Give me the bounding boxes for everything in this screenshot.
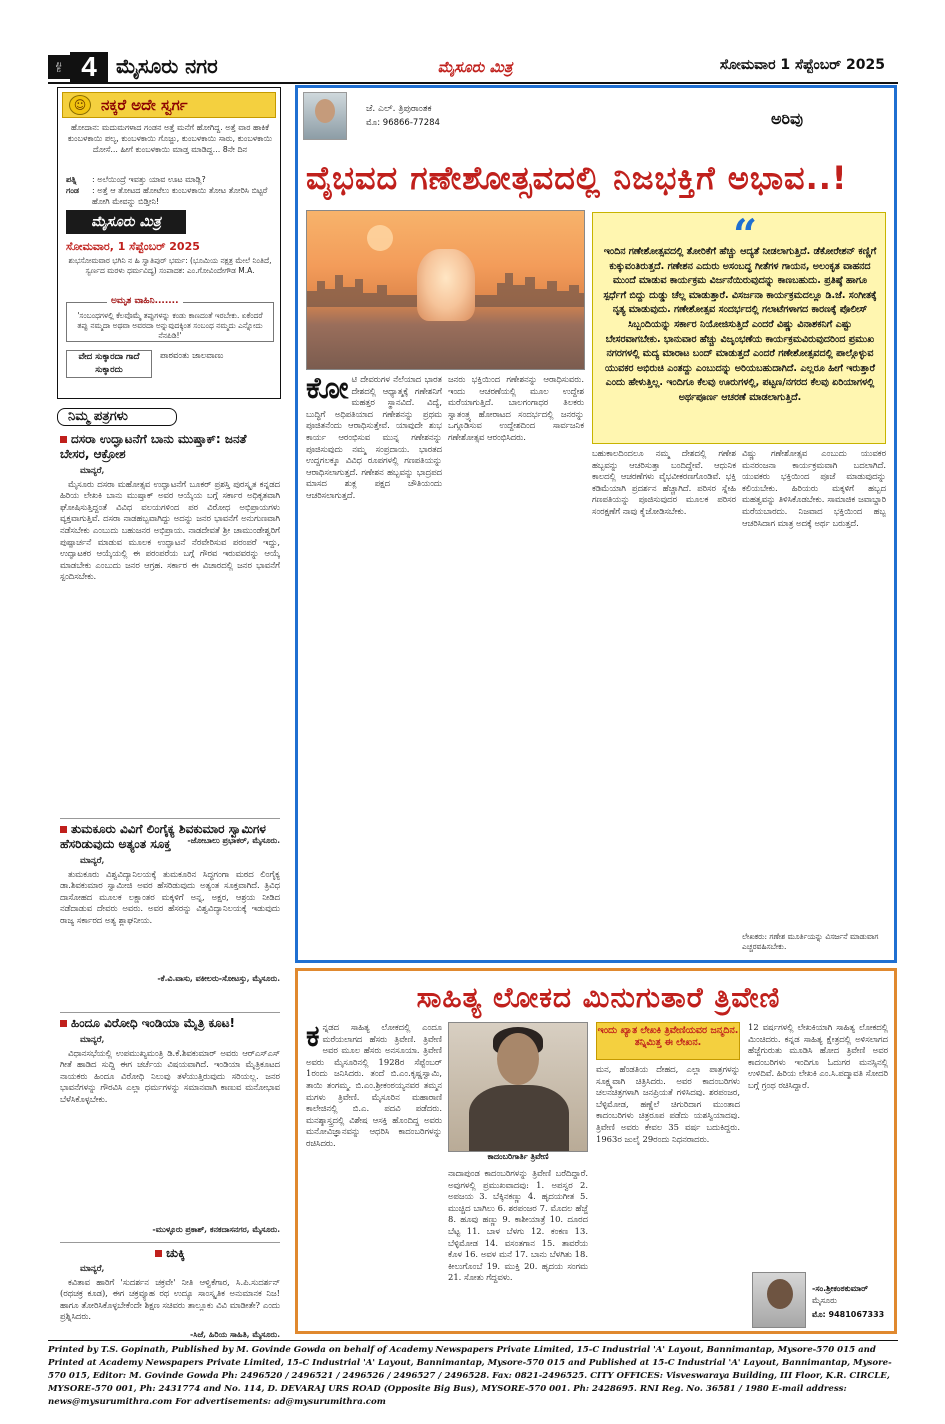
photo-face — [497, 1033, 539, 1085]
dialogue-line — [66, 185, 274, 207]
paper-date: ಸೋಮವಾರ, 1 ಸೆಪ್ಟೆಂಬರ್ 2025 — [66, 240, 200, 253]
letter-2 — [60, 822, 280, 984]
imprint-footer: Printed by T.S. Gopinath, Published by M. Govinde Gowda on behalf of Academy Newspapers Private Limited, 15-C Industrial 'A' Layout, Bannimantap, Mysore-570 015 and Printed at Academy Newspapers Private Limited, 15-C Industrial 'A' Layout, Bannimantap, Mysore-570 015 and Published at 15-C Industrial 'A' Layout, Bannimantap, Mysore-570 015, Editor: M. Govinde Gowda Ph: 2496520 / 2496521 / 2496526 / 2496527 / 2496528. Fax: 0821-2496525. CITY OFFICES: Visveswaraya Building, III Floor, K.R. CIRCLE, MYSORE-570 001, Ph: 2431774 and No. 114, D. DEVARAJ URS ROAD (Opposite Big Bus), MYSORE-570 001. Ph: 2428695. RNI Reg. No. 36581 / 1980 E-mail address: news@mysurumithra.com For advertisements: ad@mysurumithra.com — [48, 1340, 898, 1408]
letter-body: ಮಾನ್ಯರೆ, ಮೈಸೂರು ದಸರಾ ಮಹೋತ್ಸವ ಉದ್ಘಾಟನೆಗೆ ಬೂಕರ್ ಪ್ರಶಸ್ತಿ ಪುರಸ್ಕೃತ ಕನ್ನಡದ ಹಿರಿಯ ಲೇಖಕಿ ಬಾನು ಮುಷ್ತಾಕ್ ಅವರ ಆಯ್ಕೆಯ ಬಗ್ಗೆ ಸರ್ಕಾರ ಅಧಿಕೃತವಾಗಿ ಘೋಷಿಸುತ್ತಿದ್ದಂತೆ ವಿವಿಧ ವಲಯಗಳಿಂದ ಪರ ವಿರೋಧ ಅಭಿಪ್ರಾಯಗಳು ವ್ಯಕ್ತವಾಗುತ್ತಿವೆ. ದಸರಾ ನಾಡಹಬ್ಬವಾಗಿದ್ದು ಅದನ್ನು ಜನರ ಭಾವನೆಗೆ ಅನುಗುಣವಾಗಿ ನಡೆಸಬೇಕು ಎಂಬುದು ಬಹುಜನರ ಅಭಿಪ್ರಾಯ. ನಾಡದೇವತೆ ಶ್ರೀ ಚಾಮುಂಡೇಶ್ವರಿಗೆ ಪುಷ್ಪಾರ್ಚನೆ ಮಾಡುವ ಮೂಲಕ ಉದ್ಘಾಟನೆ ನೆರವೇರಿಸುವ ಪರಂಪರೆ ಇದ್ದು, ಉದ್ಘಾಟಕರ ಆಯ್ಕೆಯಲ್ಲಿ ಈ ಪರಂಪರೆಯ ಬಗ್ಗೆ ಗೌರವ ಇರುವವರನ್ನು ಆಯ್ಕೆ ಮಾಡಬೇಕು ಎಂಬುದು ಜನರ ಆಗ್ರಹ. ಸರ್ಕಾರ ಈ ವಿಚಾರದಲ್ಲಿ ಜನರ ಭಾವನೆಗೆ ಸ್ಪಂದಿಸಬೇಕು. — [60, 465, 280, 582]
bullet-icon — [60, 1020, 67, 1027]
letter-signature: -ಜೋಬಾಲು ಪ್ರಭಾಕರ್, ಮೈಸೂರು. — [187, 835, 280, 845]
smiley-icon: ☺ — [69, 95, 91, 115]
line-text: : ಅತ್ತೆ ಆ ತೋಟದ ಹೋಟೆಲು ಕುಂಬಳಕಾಯಿ ತೋಟ ತೋರಿಸಿ ಬಿಟ್ಟರೆ ಹೋಗಿ ಮೇವನ್ನು ಬಿಡ್ತೀನಿ! — [92, 186, 268, 206]
section-name: ಮೈಸೂರು ನಗರ — [116, 54, 218, 78]
letter-title: ತುಮಕೂರು ವಿವಿಗೆ ಲಿಂಗೈಕ್ಯ ಶಿವಕುಮಾರ ಸ್ವಾಮಿಗಳ ಹೆಸರಿಡುವುದು ಅತ್ಯಂತ ಸೂಕ್ತ — [60, 822, 266, 851]
feature2-column-3 — [596, 1064, 740, 1328]
pull-quote-box — [592, 212, 886, 444]
letter-body: ಮಾನ್ಯರೆ, ವಿಧಾನಸಭೆಯಲ್ಲಿ ಉಪಮುಖ್ಯಮಂತ್ರಿ ಡಿ.ಕೆ.ಶಿವಕುಮಾರ್ ಅವರು ಆರ್‌ಎಸ್‌ಎಸ್ ಗೀತೆ ಹಾಡಿದ ಸುದ್ದಿ ಈಗ ಚರ್ಚೆಯ ವಿಷಯವಾಗಿದೆ. ಇಂಡಿಯಾ ಮೈತ್ರಿಕೂಟದ ನಾಯಕರು ಹಿಂದೂ ವಿರೋಧಿ ನಿಲುವು ತಳೆಯುತ್ತಿರುವುದು ಸರಿಯಲ್ಲ. ಜನರ ಭಾವನೆಗಳನ್ನು ಗೌರವಿಸಿ ಎಲ್ಲಾ ಧರ್ಮಗಳನ್ನು ಸಮಾನವಾಗಿ ಕಾಣುವ ಮನೋಭಾವ ಬೆಳೆಸಿಕೊಳ್ಳಬೇಕು. — [60, 1034, 280, 1104]
amruta-text: 'ಸಂಬಂಧಗಳಲ್ಲಿ ಕೆಲವೊಮ್ಮೆ ತಪ್ಪುಗಳನ್ನು ಕಂಡು ಕಾಣದಂತೆ ಇರಬೇಕು. ಏಕೆಂದರೆ ತಪ್ಪು ನಮ್ಮದಾ ಅಥವಾ ಅವರದಾ ಅನ್ನುವುದಕ್ಕಿಂತ ಸಂಬಂಧ ನಮ್ಮದು ಎನ್ನೋದು ನೆನಪಿಡಿ!' — [77, 311, 263, 340]
divider — [60, 818, 280, 819]
feature-column-2 — [448, 374, 584, 956]
feature-headline: ವೈಭವದ ಗಣೇಶೋತ್ಸವದಲ್ಲಿ ನಿಜಭಕ್ತಿಗೆ ಅಭಾವ..! — [306, 159, 848, 197]
letter-3 — [60, 1016, 280, 1235]
column-text: ವಿಷ್ಣು ಗಣೇಶೋತ್ಸವ ಎಂಬುದು ಯುವಕರ ಮನರಂಜನಾ ಕಾರ್ಯಕ್ರಮವಾಗಿ ಬದಲಾಗಿದೆ. ಯುವಕರು ಭಕ್ತಿಯಿಂದ ಪೂಜೆ ಮಾಡುವುದನ್ನು ಕಲಿಯಬೇಕು. ಹಿರಿಯರು ಮಕ್ಕಳಿಗೆ ಹಬ್ಬದ ಮಹತ್ವವನ್ನು ತಿಳಿಸಿಕೊಡಬೇಕು. ಸಾಮಾಜಿಕ ಜವಾಬ್ದಾರಿ ಮರೆಯಬಾರದು. ನಿಜವಾದ ಭಕ್ತಿಯಿಂದ ಹಬ್ಬ ಆಚರಿಸಿದಾಗ ಮಾತ್ರ ಅದಕ್ಕೆ ಅರ್ಥ ಬರುತ್ತದೆ. — [742, 448, 886, 528]
letter-body: ಮಾನ್ಯರೆ, ಕವಿತಾವ ಹಾರಿಗೆ 'ಸುದರ್ಶನ ಚಕ್ರವೇ' ನೀತಿ ಆಳ್ವಿಕೆಗಾರ, ಸಿ.ಪಿ.ಸುದರ್ಶನ್ (ರಥಚಕ್ರ ಕೂಡ), ಈಗ ಚಕ್ರವ್ಯೂಹ ರಥ ಉದ್ಯೂ ಸಾಂಸ್ಕೃತಿಕ ಅನುಮಾನಕ ನಿಜ! ಹಾಗೂ ತೋರಿಸಿಕೊಳ್ಳಬೇಕೆಂದೇ ಶಿಕ್ಷಣ ಸಚಿವರು ತಾಲ್ಲೂಕು ವಿವಿ ಮಾಡೀತೇ? ಎಂದು ಪ್ರಶ್ನಿಸಿದರು. — [60, 1263, 280, 1322]
birthday-note: ಇಂದು ಖ್ಯಾತ ಲೇಖಕಿ ತ್ರಿವೇಣಿಯವರ ಜನ್ಮದಿನ. ತನ್ನಿಮಿತ್ತ ಈ ಲೇಖನ. — [596, 1022, 740, 1060]
sun-glow — [367, 225, 393, 251]
letter-1 — [60, 432, 280, 846]
vedha-box — [66, 350, 274, 380]
feature-column-4 — [742, 448, 886, 928]
joke-text: ಹೋದಾನ: ಮದುಮಗಳಾದ ಗಂಡನ ಅತ್ತೆ ಮನೆಗೆ ಹೋಗಿದ್ದ. ಅತ್ತೆ ವಾರ ಹಾಕಿಕೆ ಕುಂಬಳಕಾಯಿ ಪಲ್ಯ, ಕುಂಬಳಕಾಯಿ ಗೊಜ್ಜು, ಕುಂಬಳಕಾಯಿ ಸಾರು, ಕುಂಬಳಕಾಯಿ ದೋಸೆ... ಹೀಗೆ ಕುಂಬಳಕಾಯಿ ಮಾಡ್ತ ಮಾಡಿದ್ದ... 8ನೇ ದಿನ — [67, 123, 273, 154]
panchanga-meta: ಶುಭಸೋಮವಾರ ಭಗಿನಿ ನ ಹಿ ಸ್ವಾತಿಪುರ್‌ ಭರ್ಮ: (ಭೂಮಿಯ ನಕ್ಷತ್ರ ಮೇಲೆ ನಿಂತಿದೆ, ಸ್ವರ್ಣದ ಮರಳು ಧರ್ಮವಿದ್ಯ) ಸಂಪಾದಕ: ಎಂ.ಗೋವಿಂದೇಗೌಡ M.A. — [68, 256, 272, 275]
paper-logo: ಮೈಸೂರು ಮಿತ್ರ — [66, 210, 186, 234]
joke-box-header — [62, 92, 276, 118]
speaker: ಪತ್ನಿ — [66, 175, 77, 184]
author2-city: ಮೈಸೂರು — [812, 1296, 837, 1305]
author2-photo — [752, 1272, 806, 1328]
author-photo — [303, 92, 347, 140]
author2-phone: ಮೊ: 9481067333 — [812, 1310, 885, 1319]
letter-title: ಚುಕ್ಕಿ — [60, 1246, 280, 1261]
bullet-icon — [155, 1250, 162, 1257]
masthead-date: ಸೋಮವಾರ 1 ಸೆಪ್ಟೆಂಬರ್ 2025 — [719, 57, 885, 73]
joke-dialogue — [66, 174, 274, 207]
line-text: : ಅಲೆಯಿಂದ್ರೆ ಇವತ್ತು ಯಾವ ಊಟ ಮಾಡ್ಲಿ? — [92, 175, 206, 184]
column-text: 12 ವರ್ಷಗಳಲ್ಲಿ ಲೇಖಕಿಯಾಗಿ ಸಾಹಿತ್ಯ ಲೋಕದಲ್ಲಿ ಮಿಂಚಿದರು. ಕನ್ನಡ ಸಾಹಿತ್ಯ ಕ್ಷೇತ್ರದಲ್ಲಿ ಅಳಿಸಲಾಗದ ಹೆಜ್ಜೆಗುರುತು ಮೂಡಿಸಿ ಹೋದ ತ್ರಿವೇಣಿ ಅವರ ಕಾದಂಬರಿಗಳು ಇಂದಿಗೂ ಓದುಗರ ಮನಸ್ಸಿನಲ್ಲಿ ಉಳಿದಿವೆ. ಹಿರಿಯ ಲೇಖಕಿ ಎಂ.ಸಿ.ಪದ್ಮಾವತಿ ಸೋದರಿ ಬಗ್ಗೆ ಗ್ರಂಥ ರಚಿಸಿದ್ದಾರೆ. — [748, 1022, 888, 1090]
page-label: ಪುಟ — [48, 55, 70, 79]
author2-name: -ಸಂ.ಶ್ರೀಕಂಠಕುಮಾರ್ — [812, 1284, 868, 1293]
bullet-icon — [60, 436, 67, 443]
feature-column-1 — [306, 374, 442, 956]
column-text: ನಾದಾಪುಂಡ ಕಾದಂಬರಿಗಳನ್ನು ತ್ರಿವೇಣಿ ಬರೆದಿದ್ದಾರೆ. ಅವುಗಳಲ್ಲಿ ಪ್ರಮುಖವಾದವು: 1. ಅಪಸ್ವರ 2. ಅಪಜಯ 3. ಬೆಕ್ಕಿನಕಣ್ಣು 4. ಹೃದಯಗೀತ 5. ಮುಚ್ಚಿದ ಬಾಗಿಲು 6. ಶರಪಂಜರ 7. ಮೊದಲ ಹೆಜ್ಜೆ 8. ಹೂವು ಹಣ್ಣು 9. ಕಾಶೀಯಾತ್ರೆ 10. ದೂರದ ಬೆಟ್ಟ 11. ಬಾಳ ಬೆಳಗು 12. ಕಂಕಣ 13. ಬೆಳ್ಳಿಮೋಡ 14. ವಸಂತಗಾನ 15. ತಾವರೆಯ ಕೊಳ 16. ಅವಳ ಮನೆ 17. ಬಾನು ಬೆಳಗಿತು 18. ಕೀಲುಗೊಂಬೆ 19. ಮುಕ್ತಿ 20. ಹೃದಯ ಸಂಗಮ 21. ಸೋತು ಗೆದ್ದವಳು. — [448, 1168, 588, 1283]
feature2-column-2 — [448, 1168, 588, 1328]
letter-4 — [60, 1246, 280, 1340]
ganesha-idol — [417, 249, 475, 321]
amruta-title: ಅಮೃತ ವಾಹಿನಿ....... — [107, 296, 183, 306]
speaker: ಗಂಡ — [66, 186, 79, 195]
letter-title: ಹಿಂದೂ ವಿರೋಧಿ ಇಂಡಿಯಾ ಮೈತ್ರಿ ಕೂಟ! — [60, 1016, 280, 1031]
column-text: ಜನರು ಭಕ್ತಿಯಿಂದ ಗಣೇಶನನ್ನು ಆರಾಧಿಸುವರು. ಇಂದು ಆಚರಣೆಯಲ್ಲಿ ಮೂಲ ಉದ್ದೇಶ ಮರೆಯಾಗುತ್ತಿದೆ. ಬಾಲಗಂಗಾಧರ ತಿಲಕರು ಸ್ವಾತಂತ್ರ್ಯ ಹೋರಾಟದ ಸಂದರ್ಭದಲ್ಲಿ ಜನರನ್ನು ಒಗ್ಗೂಡಿಸುವ ಉದ್ದೇಶದಿಂದ ಸಾರ್ವಜನಿಕ ಗಣೇಶೋತ್ಸವ ಆರಂಭಿಸಿದರು. — [448, 374, 584, 442]
column-text: ಮನ, ಹೆಂಡತಿಯ ದೇಹದ, ಎಲ್ಲಾ ಪಾತ್ರಗಳನ್ನು ಸೂಕ್ಷ್ಮವಾಗಿ ಚಿತ್ರಿಸಿದರು. ಅವರ ಕಾದಂಬರಿಗಳು ಚಲನಚಿತ್ರಗಳಾಗಿ ಜನಪ್ರಿಯತೆ ಗಳಿಸಿದವು. ಶರಪಂಜರ, ಬೆಳ್ಳಿಮೋಡ, ಹಣ್ಣೆಲೆ ಚಿಗುರಿದಾಗ ಮುಂತಾದ ಕಾದಂಬರಿಗಳು ಚಿತ್ರರೂಪ ಪಡೆದು ಯಶಸ್ವಿಯಾದವು. ತ್ರಿವೇಣಿ ಅವರು ಕೇವಲ 35 ವರ್ಷ ಬದುಕಿದ್ದರು. 1963ರ ಜುಲೈ 29ರಂದು ನಿಧನರಾದರು. — [596, 1064, 740, 1144]
letters-header — [57, 408, 177, 426]
triveni-photo — [448, 1022, 588, 1152]
brand-logo: ಮೈಸೂರು ಮಿತ್ರ — [437, 58, 513, 76]
letters-title: ನಿಮ್ಮ ಪತ್ರಗಳು — [68, 409, 128, 424]
photo-caption: ಕಾದಂಬರಿಗಾರ್ತಿ ತ್ರಿವೇಣಿ — [487, 1152, 549, 1161]
amruta-box — [66, 296, 274, 342]
dropcap: ಕ — [306, 1022, 320, 1054]
letter-signature: -ಸಿಜೆ, ಹಿರಿಯ ಸಾಹಿತಿ, ಮೈಸೂರು. — [190, 1329, 280, 1339]
vedha-key: ವೇದ ಸುಕ್ಕಾರದಾ ಗಾದೆ ಸುಕ್ಕಾರದು — [66, 350, 152, 378]
feature-credit: ಲೇಖಕರು: ಗಣೇಶ ಮೂರ್ತಿಯನ್ನು ವಿಸರ್ಜನೆ ಮಾಡುವಾಗ ಎಚ್ಚರವಹಿಸಬೇಕು. — [742, 932, 879, 951]
dialogue-line — [66, 174, 274, 185]
feature-column-3 — [592, 448, 736, 956]
author-name: ಜೆ. ಎಲ್. ತ್ರಿಪುರಾಂತಕ — [366, 104, 432, 114]
column-text: ನ್ನಡದ ಸಾಹಿತ್ಯ ಲೋಕದಲ್ಲಿ ಎಂದೂ ಮರೆಯಲಾಗದ ಹೆಸರು ತ್ರಿವೇಣಿ. ತ್ರಿವೇಣಿ ಅವರ ಮೂಲ ಹೆಸರು ಅನಸೂಯಾ. ತ್ರಿವೇಣಿ ಅವರು ಮೈಸೂರಿನಲ್ಲಿ 1928ರ ಸೆಪ್ಟೆಂಬರ್ 1ರಂದು ಜನಿಸಿದರು. ತಂದೆ ಬಿ.ಎಂ.ಕೃಷ್ಣಸ್ವಾಮಿ, ತಾಯಿ ತಂಗಮ್ಮ. ಬಿ.ಎಂ.ಶ್ರೀಕಂಠಯ್ಯನವರ ತಮ್ಮನ ಮಗಳು ತ್ರಿವೇಣಿ. ಮೈಸೂರಿನ ಮಹಾರಾಣಿ ಕಾಲೇಜಿನಲ್ಲಿ ಬಿ.ಎ. ಪದವಿ ಪಡೆದರು. ಮನಶ್ಶಾಸ್ತ್ರದಲ್ಲಿ ವಿಶೇಷ ಆಸಕ್ತಿ ಹೊಂದಿದ್ದ ಅವರು ಮನೋವಿಜ್ಞಾನವನ್ನು ಆಧರಿಸಿ ಕಾದಂಬರಿಗಳನ್ನು ರಚಿಸಿದರು. — [306, 1022, 442, 1148]
feature2-column-4 — [748, 1022, 888, 1268]
divider — [60, 1242, 280, 1243]
vedha-value: ಪಾಠವಂತು ಜಾಲವಾಣು — [160, 351, 224, 361]
author-phone: ಮೊ: 96866-77284 — [366, 118, 440, 128]
letter-body: ಮಾನ್ಯರೆ, ತುಮಕೂರು ವಿಶ್ವವಿದ್ಯಾನಿಲಯಕ್ಕೆ ತುಮಕೂರಿನ ಸಿದ್ಧಗಂಗಾ ಮಠದ ಲಿಂಗೈಕ್ಯ ಡಾ.ಶಿವಕುಮಾರ ಸ್ವಾಮೀಜಿ ಅವರ ಹೆಸರಿಡುವುದು ಅತ್ಯಂತ ಸೂಕ್ತವಾಗಿದೆ. ತ್ರಿವಿಧ ದಾಸೋಹದ ಮೂಲಕ ಲಕ್ಷಾಂತರ ಮಕ್ಕಳಿಗೆ ಅನ್ನ, ಅಕ್ಷರ, ಆಶ್ರಯ ನೀಡಿದ ನಡೆದಾಡುವ ದೇವರು ಅವರು. ಅವರ ಹೆಸರನ್ನು ವಿಶ್ವವಿದ್ಯಾನಿಲಯಕ್ಕೆ ಇಡುವುದು ರಾಜ್ಯ ಸರ್ಕಾರದ ಅತ್ಯ ಶ್ಲಾಘನೀಯ. — [60, 855, 280, 925]
column-text: ಟಿ ದೇವರುಗಳ ನೆಲೆಯಾದ ಭಾರತ ದೇಶದಲ್ಲಿ ಆಧ್ಯಾತ್ಮಕ್ಕೆ ಗಣೇಶನಿಗೆ ಮಹತ್ತರ ಸ್ಥಾನವಿದೆ. ವಿದ್ಯೆ, ಬುದ್ಧಿಗೆ ಅಧಿಪತಿಯಾದ ಗಣೇಶನನ್ನು ಪ್ರಥಮ ಪೂಜಿತನೆಂದು ಆರಾಧಿಸುತ್ತೇವೆ. ಯಾವುದೇ ಶುಭ ಕಾರ್ಯ ಆರಂಭಿಸುವ ಮುನ್ನ ಗಣೇಶನನ್ನು ಪೂಜಿಸುವುದು ನಮ್ಮ ಸಂಪ್ರದಾಯ. ಭಾರತದ ಉದ್ದಗಲಕ್ಕೂ ವಿವಿಧ ರೂಪಗಳಲ್ಲಿ ಗಣಪತಿಯನ್ನು ಆರಾಧಿಸಲಾಗುತ್ತದೆ. ಗಣೇಶನ ಹಬ್ಬವನ್ನು ಭಾದ್ರಪದ ಮಾಸದ ಶುಕ್ಲ ಪಕ್ಷದ ಚೌತಿಯಂದು ಆಚರಿಸಲಾಗುತ್ತದೆ. — [306, 374, 442, 500]
bullet-icon — [60, 826, 67, 833]
letter-signature: -ಕೆ.ವಿ.ವಾಸು, ವಕೀಲರು-ಸೋಟಸ್ತು, ಮೈಸೂರು. — [157, 973, 280, 983]
masthead-rule — [48, 82, 898, 84]
letter-signature: -ಮುಳ್ಳೂರು ಪ್ರಕಾಶ್, ಕನಕದಾಸನಗರ, ಮೈಸೂರು. — [152, 1224, 280, 1234]
joke-box-title: ನಕ್ಕರೆ ಅದೇ ಸ್ವರ್ಗ — [101, 96, 188, 114]
letter-title: ದಸರಾ ಉದ್ಘಾಟನೆಗೆ ಬಾನು ಮುಷ್ತಾಕ್: ಜನತೆ ಬೇಸರ, ಆಕ್ರೋಶ — [60, 432, 247, 461]
divider — [60, 1012, 280, 1013]
page-number: 4 — [70, 52, 108, 82]
feature2-column-1 — [306, 1022, 442, 1328]
photo-body — [469, 1085, 569, 1152]
pull-quote-text: ಇಂದಿನ ಗಣೇಶೋತ್ಸವದಲ್ಲಿ ತೋರಿಕೆಗೆ ಹೆಚ್ಚು ಆದ್ಯತೆ ನೀಡಲಾಗುತ್ತಿದೆ. ಡೆಕೋರೇಶನ್ ಕಣ್ಣಿಗೆ ಕುಕ್ಕುವಂತಿರುತ್ತದೆ. ಗಣೇಶನ ಎದುರು ಅಸಂಬದ್ಧ ಗೀತೆಗಳ ಗಾಯನ, ಅಲಂಕೃತ ವಾಹನದ ಮುಂದೆ ಮಾಡುವ ಕಾರ್ಯಕ್ರಮ ವಿರ್ಜನೆಯಿರುವುದನ್ನು ಕಾಣಬಹುದು. ಪ್ರತಿಷ್ಠೆ ಹಾಗೂ ಸ್ಪರ್ಧೆಗೆ ಬಿದ್ದು ದುಡ್ಡು ಚೆಲ್ಲ ಮಾಡುತ್ತಾರೆ. ವಿಸರ್ಜನಾ ಕಾರ್ಯಕ್ರಮದಲ್ಲೂ ಡಿ.ಜೆ. ಸಂಗೀತಕ್ಕೆ ನೃತ್ಯ ಮಾಡುವುದು. ಗಣೇಶೋತ್ಸವ ಸಂದರ್ಭದಲ್ಲಿ ಗಲಾಟೆಗಳಾಗದ ಕಾರಣಕ್ಕೆ ಪೊಲೀಸ್ ಸಿಬ್ಬಂದಿಯನ್ನು ಸರ್ಕಾರ ನಿಯೋಜಿಸುತ್ತಿದೆ ಎಂದರೆ ವಿಷ್ಣು ವಿನಾಶಕನಿಗೆ ಎಷ್ಟು ಬೇಸರವಾಗಬೇಕು. ಭಾನುವಾರ ಹೆಚ್ಚು ವಿಜೃಂಭಣೆಯ ಕಾರ್ಯಕ್ರಮವಿರುವುದರಿಂದ ಪ್ರಮುಖ ನಗರಗಳಲ್ಲಿ ಮದ್ಯ ಮಾರಾಟ ಬಂದ್ ಮಾಡುತ್ತದೆ ಎಂದರೆ ಗಣೇಶೋತ್ಸವದಲ್ಲಿ ಪಾಲ್ಗೊಳ್ಳುವ ಯುವಕರ ಅಭಿರುಚಿ ಎಂತದ್ದು ಎಂಬುದನ್ನು ಅರಿಯಬಹುದಾಗಿದೆ. ಎಲ್ಲರೂ ಹೀಗೆ ಇರುತ್ತಾರೆ ಎಂದು ಹೇಳುತ್ತಿಲ್ಲ. ಇಂದಿಗೂ ಕೆಲವು ಊರುಗಳಲ್ಲಿ, ಪಟ್ಟಣ/ನಗರದ ಕೆಲವು ಏರಿಯಾಗಳಲ್ಲಿ ಅರ್ಥಪೂರ್ಣ ಆಚರಣೆ ಮಾಡಲಾಗುತ್ತಿದೆ. — [603, 246, 877, 403]
column-text: ಬಹುಕಾಲದಿಂದಲೂ ನಮ್ಮ ದೇಶದಲ್ಲಿ ಗಣೇಶ ಹಬ್ಬವನ್ನು ಆಚರಿಸುತ್ತಾ ಬಂದಿದ್ದೇವೆ. ಆಧುನಿಕ ಕಾಲದಲ್ಲಿ ಆಚರಣೆಗಳು ವೈಭವೀಕರಣಗೊಂಡಿವೆ. ಭಕ್ತಿ ಕಡಿಮೆಯಾಗಿ ಪ್ರದರ್ಶನ ಹೆಚ್ಚಾಗಿದೆ. ಪರಿಸರ ಸ್ನೇಹಿ ಗಣಪತಿಯನ್ನು ಪೂಜಿಸುವುದರ ಮೂಲಕ ಪರಿಸರ ಸಂರಕ್ಷಣೆಗೆ ನಾವು ಕೈಜೋಡಿಸಬೇಕು. — [592, 448, 736, 516]
quote-icon: “ — [733, 210, 758, 259]
ganesha-immersion-image — [306, 210, 585, 370]
column-name: ಅರಿವು — [770, 109, 804, 128]
dropcap: ಕೋ — [306, 374, 349, 406]
feature2-headline: ಸಾಹಿತ್ಯ ಲೋಕದ ಮಿನುಗುತಾರೆ ತ್ರಿವೇಣಿ — [416, 981, 781, 1014]
joke-box — [57, 87, 281, 399]
